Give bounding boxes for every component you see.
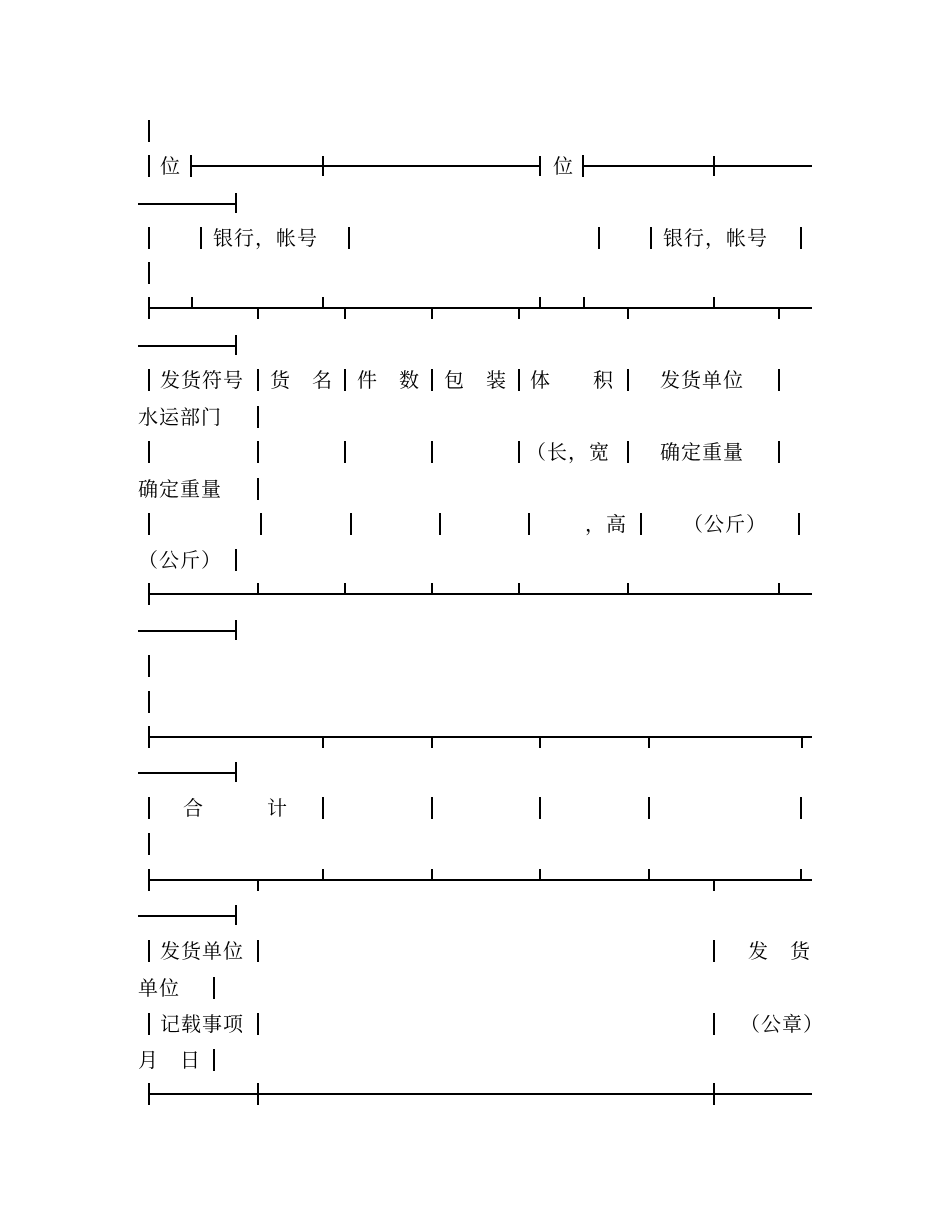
tick: [148, 726, 150, 748]
tick: [539, 737, 541, 748]
border-bar: [148, 513, 150, 535]
tick: [713, 156, 715, 176]
tick: [431, 583, 433, 594]
tick: [518, 583, 520, 594]
border-bar: [213, 1049, 215, 1071]
tick: [431, 737, 433, 748]
border-bar: [148, 1013, 150, 1035]
border-bar: [257, 1013, 259, 1035]
col-pieces: 件 数: [357, 368, 420, 392]
tick: [431, 869, 433, 880]
tick: [322, 297, 324, 308]
bank-account-label-left: 银行，帐号: [213, 226, 318, 250]
col-shipping-mark: 发货符号: [160, 368, 244, 392]
tick: [148, 1083, 150, 1105]
border-bar: [431, 797, 433, 819]
tick: [344, 583, 346, 594]
col-water-weight-2: 确定重量: [138, 477, 222, 501]
seal-label-wrap: 单位: [138, 976, 180, 1000]
tick: [778, 308, 780, 319]
col-shipper-weight: 发货单位: [660, 368, 744, 392]
border-bar: [713, 940, 715, 962]
rule-line: [138, 630, 236, 632]
border-bar: [235, 549, 237, 571]
rule-line: [584, 165, 812, 167]
rule-line: [138, 203, 236, 205]
tick: [627, 583, 629, 594]
border-bar: [148, 262, 150, 284]
tick: [322, 737, 324, 748]
rule-line: [138, 772, 236, 774]
unit-label-right: 位: [553, 154, 574, 178]
border-bar: [598, 227, 600, 249]
col-volume: 体 积: [530, 368, 614, 392]
border-bar: [539, 797, 541, 819]
border-bar: [344, 369, 346, 391]
footer-shipper-label: 发货单位: [160, 939, 244, 963]
border-bar: [439, 513, 441, 535]
tick: [648, 869, 650, 880]
date-label: 月 日: [138, 1048, 201, 1072]
tick: [344, 308, 346, 319]
totals-label: 合 计: [183, 796, 288, 820]
tick: [148, 583, 150, 605]
rule-line: [138, 345, 236, 347]
border-bar: [260, 513, 262, 535]
tick: [235, 193, 237, 213]
border-bar: [798, 513, 800, 535]
border-bar: [257, 478, 259, 500]
tick: [801, 737, 803, 748]
col-water-weight: 水运部门: [138, 405, 222, 429]
col-water-weight-3: （公斤）: [138, 548, 222, 572]
border-bar: [148, 441, 150, 463]
tick: [583, 297, 585, 308]
seal-label: 发 货: [748, 939, 811, 963]
border-bar: [800, 797, 802, 819]
border-bar: [257, 441, 259, 463]
tick: [431, 308, 433, 319]
border-bar: [257, 406, 259, 428]
border-bar: [528, 513, 530, 535]
col-shipper-weight-2: 确定重量: [660, 440, 744, 464]
official-seal-label: （公章）: [740, 1012, 824, 1036]
tick: [257, 308, 259, 319]
rule-line: [148, 736, 812, 738]
tick: [235, 620, 237, 640]
tick: [148, 297, 150, 319]
border-bar: [200, 227, 202, 249]
col-shipper-weight-3: （公斤）: [683, 512, 767, 536]
border-bar: [257, 940, 259, 962]
border-bar: [713, 1013, 715, 1035]
border-bar: [650, 227, 652, 249]
tick: [778, 583, 780, 594]
border-bar: [257, 369, 259, 391]
border-bar: [148, 120, 150, 142]
col-goods-name: 货 名: [270, 368, 333, 392]
border-bar: [648, 797, 650, 819]
border-bar: [148, 940, 150, 962]
border-bar: [778, 369, 780, 391]
border-bar: [518, 441, 520, 463]
border-bar: [350, 513, 352, 535]
border-bar: [148, 691, 150, 713]
border-bar: [148, 833, 150, 855]
col-volume-sub2: ，高: [585, 512, 627, 536]
rule-line: [192, 165, 540, 167]
border-bar: [148, 655, 150, 677]
tick: [648, 737, 650, 748]
tick: [800, 869, 802, 880]
border-bar: [627, 369, 629, 391]
border-bar: [322, 797, 324, 819]
tick: [539, 297, 541, 308]
tick: [627, 308, 629, 319]
tick: [539, 869, 541, 880]
tick: [257, 583, 259, 594]
border-bar: [148, 227, 150, 249]
border-bar: [800, 227, 802, 249]
rule-line: [148, 593, 812, 595]
border-bar: [431, 441, 433, 463]
bank-account-label-right: 银行，帐号: [663, 226, 768, 250]
tick: [322, 156, 324, 176]
tick: [235, 335, 237, 355]
border-bar: [213, 977, 215, 999]
tick: [539, 156, 541, 176]
tick: [713, 1083, 715, 1105]
unit-label-left: 位: [160, 154, 181, 178]
tick: [191, 297, 193, 308]
footer-remarks-label: 记载事项: [160, 1012, 244, 1036]
border-bar: [518, 369, 520, 391]
tick: [713, 297, 715, 308]
border-bar: [148, 797, 150, 819]
tick: [322, 869, 324, 880]
tick: [257, 1083, 259, 1105]
tick: [518, 308, 520, 319]
border-bar: [148, 369, 150, 391]
tick: [235, 762, 237, 782]
border-bar: [148, 155, 150, 177]
tick: [257, 880, 259, 891]
tick: [148, 869, 150, 891]
tick: [235, 905, 237, 925]
col-volume-sub1: （长，宽: [526, 440, 610, 464]
col-packing: 包 装: [444, 368, 507, 392]
border-bar: [431, 369, 433, 391]
border-bar: [344, 441, 346, 463]
rule-line: [138, 915, 236, 917]
border-bar: [627, 441, 629, 463]
border-bar: [348, 227, 350, 249]
tick: [713, 880, 715, 891]
border-bar: [640, 513, 642, 535]
border-bar: [778, 441, 780, 463]
